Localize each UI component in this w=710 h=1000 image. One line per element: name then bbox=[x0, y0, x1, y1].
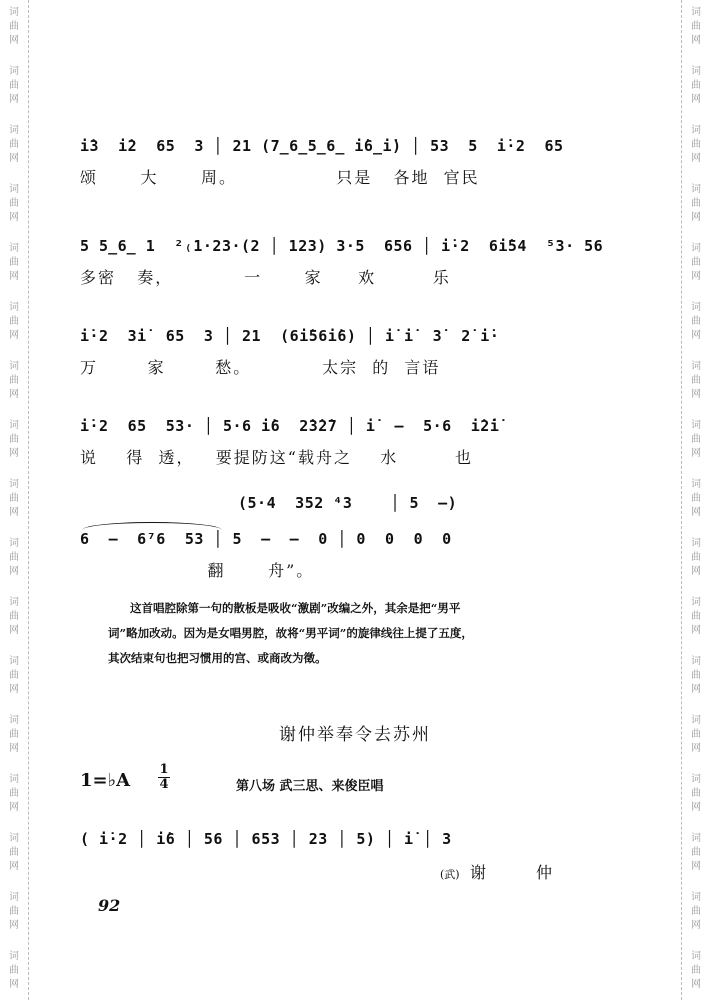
watermark-char: 曲 bbox=[9, 493, 19, 504]
watermark-char: 网 bbox=[691, 920, 701, 931]
lyric-line: 万 家 愁。 太宗 的 言语 bbox=[80, 358, 441, 377]
watermark-char: 词 bbox=[9, 833, 19, 844]
watermark-char: 网 bbox=[9, 448, 19, 459]
long-slur bbox=[82, 522, 222, 530]
watermark-char: 词 bbox=[9, 243, 19, 254]
watermark-mark bbox=[0, 65, 28, 107]
watermark-char: 曲 bbox=[691, 80, 701, 91]
watermark-char: 网 bbox=[9, 625, 19, 636]
watermark-char: 词 bbox=[691, 656, 701, 667]
watermark-char: 词 bbox=[9, 361, 19, 372]
watermark-char: 曲 bbox=[9, 375, 19, 386]
watermark-char: 曲 bbox=[691, 611, 701, 622]
watermark-char: 网 bbox=[691, 35, 701, 46]
lyric-line: 多密 奏， 一 家 欢 乐 bbox=[80, 268, 451, 287]
watermark-char: 网 bbox=[691, 979, 701, 990]
lyric-line: 翻 舟”。 bbox=[80, 561, 315, 580]
watermark-char: 网 bbox=[9, 389, 19, 400]
watermark-char: 曲 bbox=[691, 906, 701, 917]
watermark-char: 网 bbox=[691, 684, 701, 695]
watermark-char: 词 bbox=[691, 361, 701, 372]
watermark-mark bbox=[682, 6, 710, 48]
watermark-char: 词 bbox=[9, 774, 19, 785]
watermark-char: 词 bbox=[691, 125, 701, 136]
watermark-char: 曲 bbox=[691, 139, 701, 150]
watermark-char: 网 bbox=[691, 743, 701, 754]
watermark-char: 网 bbox=[9, 507, 19, 518]
watermark-char: 曲 bbox=[691, 316, 701, 327]
notation-line: 5 5̲6̲ 1 ²₍1·23·(2 │ 123) 3·5 656 │ i̇·2 6i̇54 ⁵3· 56 bbox=[80, 237, 604, 255]
watermark-char: 网 bbox=[9, 153, 19, 164]
watermark-char: 网 bbox=[9, 94, 19, 105]
watermark-char: 曲 bbox=[691, 670, 701, 681]
watermark-mark bbox=[682, 124, 710, 166]
watermark-char: 曲 bbox=[691, 434, 701, 445]
watermark-char: 词 bbox=[9, 125, 19, 136]
watermark-char: 曲 bbox=[9, 965, 19, 976]
notation-line: ( i̇·2 │ i̇6 │ 56 │ 653 │ 23 │ 5) │ i̇ │ 3 bbox=[80, 830, 452, 848]
watermark-char: 网 bbox=[691, 861, 701, 872]
watermark-char: 曲 bbox=[9, 257, 19, 268]
watermark-char: 词 bbox=[691, 951, 701, 962]
watermark-char: 曲 bbox=[691, 198, 701, 209]
watermark-mark bbox=[0, 301, 28, 343]
watermark-mark bbox=[0, 596, 28, 638]
watermark-char: 曲 bbox=[691, 21, 701, 32]
watermark-mark bbox=[682, 832, 710, 874]
notation-line: (5·4 352 ⁴3 │ 5 —) bbox=[238, 494, 458, 512]
intro-lyric-1: 谢 bbox=[470, 863, 489, 882]
watermark-char: 曲 bbox=[691, 788, 701, 799]
watermark-char: 网 bbox=[9, 743, 19, 754]
watermark-mark bbox=[682, 596, 710, 638]
watermark-mark bbox=[0, 419, 28, 461]
watermark-char: 词 bbox=[691, 184, 701, 195]
watermark-char: 曲 bbox=[691, 729, 701, 740]
watermark-char: 词 bbox=[9, 892, 19, 903]
watermark-char: 曲 bbox=[9, 729, 19, 740]
watermark-char: 网 bbox=[691, 389, 701, 400]
watermark-char: 曲 bbox=[9, 788, 19, 799]
commentary bbox=[108, 596, 578, 671]
watermark-char: 曲 bbox=[9, 434, 19, 445]
watermark-char: 网 bbox=[9, 212, 19, 223]
watermark-char: 网 bbox=[691, 153, 701, 164]
watermark-char: 网 bbox=[691, 802, 701, 813]
watermark-char: 网 bbox=[9, 920, 19, 931]
watermark-char: 网 bbox=[9, 271, 19, 282]
watermark-char: 词 bbox=[9, 302, 19, 313]
watermark-mark bbox=[682, 301, 710, 343]
watermark-char: 词 bbox=[691, 774, 701, 785]
watermark-char: 网 bbox=[691, 507, 701, 518]
watermark-char: 网 bbox=[691, 94, 701, 105]
watermark-char: 曲 bbox=[9, 906, 19, 917]
page-number: 92 bbox=[98, 896, 121, 915]
watermark-char: 词 bbox=[9, 951, 19, 962]
watermark-char: 词 bbox=[9, 715, 19, 726]
watermark-char: 词 bbox=[9, 479, 19, 490]
watermark-mark bbox=[0, 6, 28, 48]
watermark-mark bbox=[0, 773, 28, 815]
watermark-mark bbox=[682, 419, 710, 461]
watermark-char: 曲 bbox=[9, 611, 19, 622]
watermark-char: 词 bbox=[691, 479, 701, 490]
scene-heading: 第八场 武三思、来俊臣唱 bbox=[236, 779, 384, 794]
watermark-char: 曲 bbox=[9, 198, 19, 209]
singer-tag: (武) bbox=[440, 868, 460, 881]
watermark-mark bbox=[0, 124, 28, 166]
watermark-char: 词 bbox=[9, 184, 19, 195]
commentary-line: 词”略加改动。因为是女唱男腔，故将“男平词”的旋律线往上提了五度， bbox=[108, 626, 473, 640]
watermark-char: 词 bbox=[691, 833, 701, 844]
watermark-char: 网 bbox=[691, 448, 701, 459]
watermark-mark bbox=[0, 183, 28, 225]
time-signature bbox=[158, 763, 170, 792]
watermark-mark bbox=[0, 891, 28, 933]
section-title: 谢仲举奉令去苏州 bbox=[279, 725, 431, 745]
watermark-mark bbox=[0, 950, 28, 992]
watermark-char: 词 bbox=[691, 538, 701, 549]
notation-line: 6 — 6⁷6 53 │ 5 — — 0 │ 0 0 0 0 bbox=[80, 530, 452, 548]
watermark-char: 词 bbox=[9, 420, 19, 431]
key-signature: 1=♭A bbox=[80, 770, 131, 791]
watermark-char: 网 bbox=[9, 861, 19, 872]
lyric-line: 说 得 透， 要提防这“载舟之 水 也 bbox=[80, 448, 473, 467]
watermark-char: 词 bbox=[9, 538, 19, 549]
watermark-char: 曲 bbox=[9, 21, 19, 32]
watermark-char: 词 bbox=[9, 597, 19, 608]
watermark-char: 网 bbox=[9, 979, 19, 990]
notation-line: i̇·2 3i̇ 65 3 │ 21 (6i̇56i̇6) │ i̇ i̇ 3̇ 2̇ i̇· bbox=[80, 327, 500, 345]
watermark-mark bbox=[682, 183, 710, 225]
intro-lyric-2: 仲 bbox=[536, 863, 555, 882]
watermark-char: 词 bbox=[691, 597, 701, 608]
watermark-char: 词 bbox=[691, 892, 701, 903]
watermark-char: 曲 bbox=[691, 257, 701, 268]
watermark-mark bbox=[682, 773, 710, 815]
watermark-char: 网 bbox=[9, 566, 19, 577]
commentary-line: 这首唱腔除第一句的散板是吸收“激剧”改编之外，其余是把“男平 bbox=[130, 601, 461, 615]
lyric-line: 颂 大 周。 只是 各地 官民 bbox=[80, 168, 480, 187]
watermark-char: 词 bbox=[691, 7, 701, 18]
watermark-char: 网 bbox=[9, 802, 19, 813]
watermark-char: 曲 bbox=[9, 316, 19, 327]
watermark-mark bbox=[682, 478, 710, 520]
watermark-mark bbox=[682, 950, 710, 992]
notation-line: i̇·2 65 53· │ 5·6 i̇6 2̇3̇2̇7 │ i̇ — 5·6 i̇2̇i̇ bbox=[80, 417, 500, 435]
watermark-char: 词 bbox=[9, 7, 19, 18]
watermark-char: 曲 bbox=[691, 847, 701, 858]
watermark-char: 词 bbox=[691, 302, 701, 313]
watermark-char: 曲 bbox=[9, 847, 19, 858]
watermark-char: 网 bbox=[691, 625, 701, 636]
notation-line: i̇3 i̇2 65 3 │ 21 (7̲6̲5̲6̲ i̇6̲i̇) │ 53 5 i̇·2 65 bbox=[80, 137, 564, 155]
watermark-mark bbox=[682, 360, 710, 402]
watermark-char: 网 bbox=[691, 212, 701, 223]
watermark-char: 网 bbox=[691, 330, 701, 341]
watermark-mark bbox=[0, 478, 28, 520]
watermark-char: 词 bbox=[691, 715, 701, 726]
watermark-char: 词 bbox=[691, 243, 701, 254]
watermark-mark bbox=[682, 242, 710, 284]
watermark-char: 网 bbox=[9, 330, 19, 341]
watermark-char: 曲 bbox=[9, 139, 19, 150]
watermark-char: 词 bbox=[691, 420, 701, 431]
watermark-char: 网 bbox=[691, 271, 701, 282]
watermark-char: 网 bbox=[9, 684, 19, 695]
watermark-char: 词 bbox=[9, 656, 19, 667]
watermark-mark bbox=[0, 537, 28, 579]
watermark-mark bbox=[682, 537, 710, 579]
commentary-line: 其次结束句也把习惯用的宫、或商改为徵。 bbox=[108, 651, 327, 665]
watermark-mark bbox=[0, 832, 28, 874]
watermark-char: 曲 bbox=[691, 965, 701, 976]
watermark-char: 曲 bbox=[9, 552, 19, 563]
watermark-mark bbox=[0, 655, 28, 697]
watermark-mark bbox=[0, 242, 28, 284]
watermark-mark bbox=[682, 655, 710, 697]
watermark-mark bbox=[682, 891, 710, 933]
watermark-char: 曲 bbox=[691, 552, 701, 563]
watermark-char: 词 bbox=[9, 66, 19, 77]
meter-top: 1 bbox=[159, 762, 169, 777]
watermark-mark bbox=[0, 360, 28, 402]
meter-bottom: 4 bbox=[159, 777, 169, 792]
watermark-mark bbox=[682, 65, 710, 107]
watermark-char: 词 bbox=[691, 66, 701, 77]
watermark-char: 网 bbox=[691, 566, 701, 577]
watermark-char: 曲 bbox=[9, 80, 19, 91]
watermark-char: 曲 bbox=[691, 375, 701, 386]
watermark-char: 曲 bbox=[9, 670, 19, 681]
watermark-char: 曲 bbox=[691, 493, 701, 504]
watermark-char: 网 bbox=[9, 35, 19, 46]
